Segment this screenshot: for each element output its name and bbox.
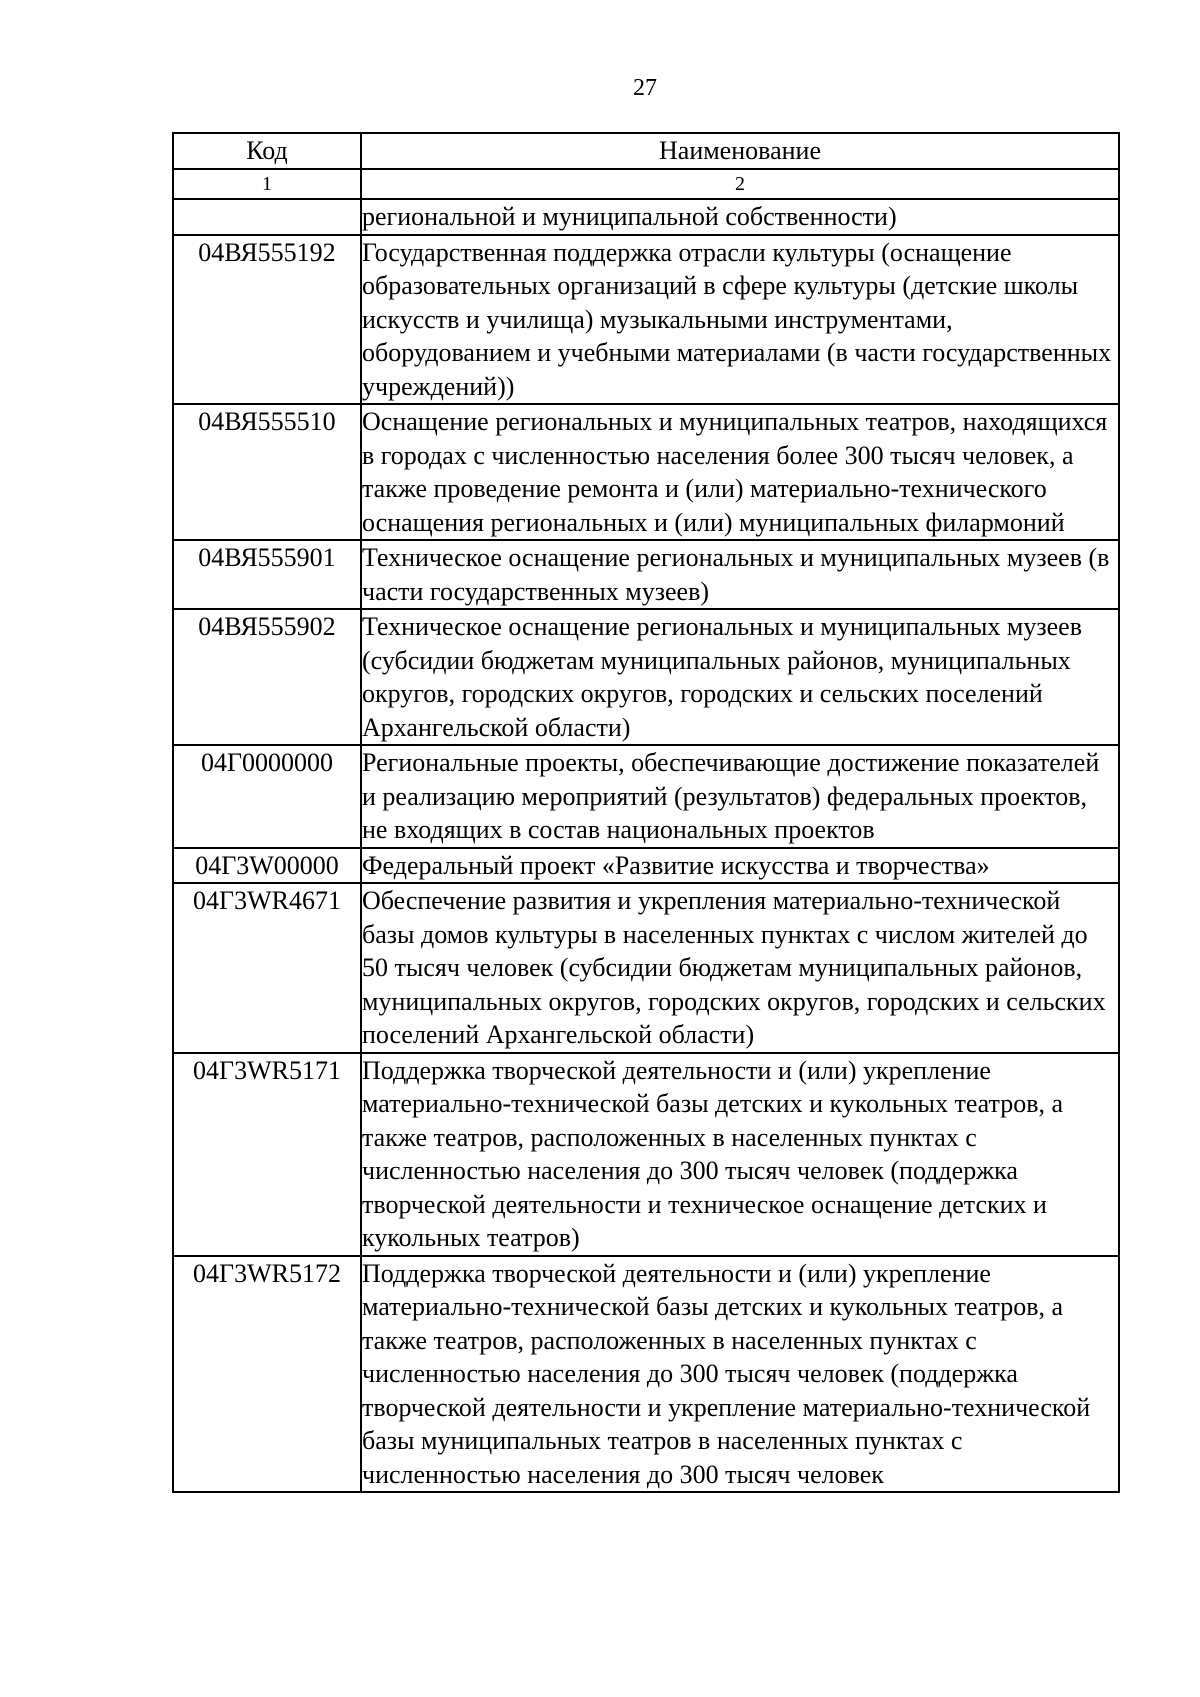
column-numbers-row xyxy=(173,169,1119,199)
table-row xyxy=(173,1053,1119,1256)
row-name: Поддержка творческой деятельности и (или) укрепление материально-технической базы детских и кукольных театров, а также театров, расположенных в населенных пунктах с численностью населения до 300 тысяч человек (поддержка творческой деятельности и укрепление материально-технической базы муниципальных театров в населенных пунктах с численностью населения до 300 тысяч человек xyxy=(361,1256,1119,1493)
row-name: Техническое оснащение региональных и муниципальных музеев (в части государственных музеев) xyxy=(361,540,1119,609)
table-row xyxy=(173,540,1119,609)
row-code: 04ВЯ555510 xyxy=(173,404,361,540)
row-code: 04Г3WR5172 xyxy=(173,1256,361,1493)
row-name: Оснащение региональных и муниципальных театров, находящихся в городах с численностью населения более 300 тысяч человек, а также проведение ремонта и (или) материально-технического оснащения региональных и (или) муниципальных филармоний xyxy=(361,404,1119,540)
table-row xyxy=(173,404,1119,540)
table-row xyxy=(173,1256,1119,1493)
row-name: Государственная поддержка отрасли культуры (оснащение образовательных организаций в сфере культуры (детские школы искусств и училища) музыкальными инструментами, оборудованием и учебными материалами (в части государственных учреждений)) xyxy=(361,235,1119,405)
row-code: 04Г3WR4671 xyxy=(173,883,361,1053)
table-row xyxy=(173,848,1119,884)
table-row xyxy=(173,609,1119,745)
row-code: 04ВЯ555901 xyxy=(173,540,361,609)
column-number-code: 1 xyxy=(173,169,361,199)
row-name: Федеральный проект «Развитие искусства и творчества» xyxy=(361,848,1119,884)
budget-codes-table xyxy=(172,132,1120,1493)
row-name: Техническое оснащение региональных и муниципальных музеев (субсидии бюджетам муниципальных районов, муниципальных округов, городских округов, городских и сельских поселений Архангельской области) xyxy=(361,609,1119,745)
row-name: Обеспечение развития и укрепления материально-технической базы домов культуры в населенных пунктах с числом жителей до 50 тысяч человек (субсидии бюджетам муниципальных районов, муниципальных округов, городских округов, городских и сельских поселений Архангельской области) xyxy=(361,883,1119,1053)
row-code xyxy=(173,199,361,235)
header-name: Наименование xyxy=(361,133,1119,169)
row-code: 04Г3WR5171 xyxy=(173,1053,361,1256)
row-name: региональной и муниципальной собственности) xyxy=(361,199,1119,235)
table-row xyxy=(173,235,1119,405)
page-number: 27 xyxy=(633,75,657,101)
table-row xyxy=(173,745,1119,848)
column-number-name: 2 xyxy=(361,169,1119,199)
row-name: Региональные проекты, обеспечивающие достижение показателей и реализацию мероприятий (результатов) федеральных проектов, не входящих в состав национальных проектов xyxy=(361,745,1119,848)
table-row xyxy=(173,883,1119,1053)
row-code: 04Г0000000 xyxy=(173,745,361,848)
row-code: 04Г3W00000 xyxy=(173,848,361,884)
header-code: Код xyxy=(173,133,361,169)
row-name: Поддержка творческой деятельности и (или) укрепление материально-технической базы детских и кукольных театров, а также театров, расположенных в населенных пунктах с численностью населения до 300 тысяч человек (поддержка творческой деятельности и техническое оснащение детских и кукольных театров) xyxy=(361,1053,1119,1256)
row-code: 04ВЯ555192 xyxy=(173,235,361,405)
table-row xyxy=(173,199,1119,235)
table-header-row xyxy=(173,133,1119,169)
row-code: 04ВЯ555902 xyxy=(173,609,361,745)
